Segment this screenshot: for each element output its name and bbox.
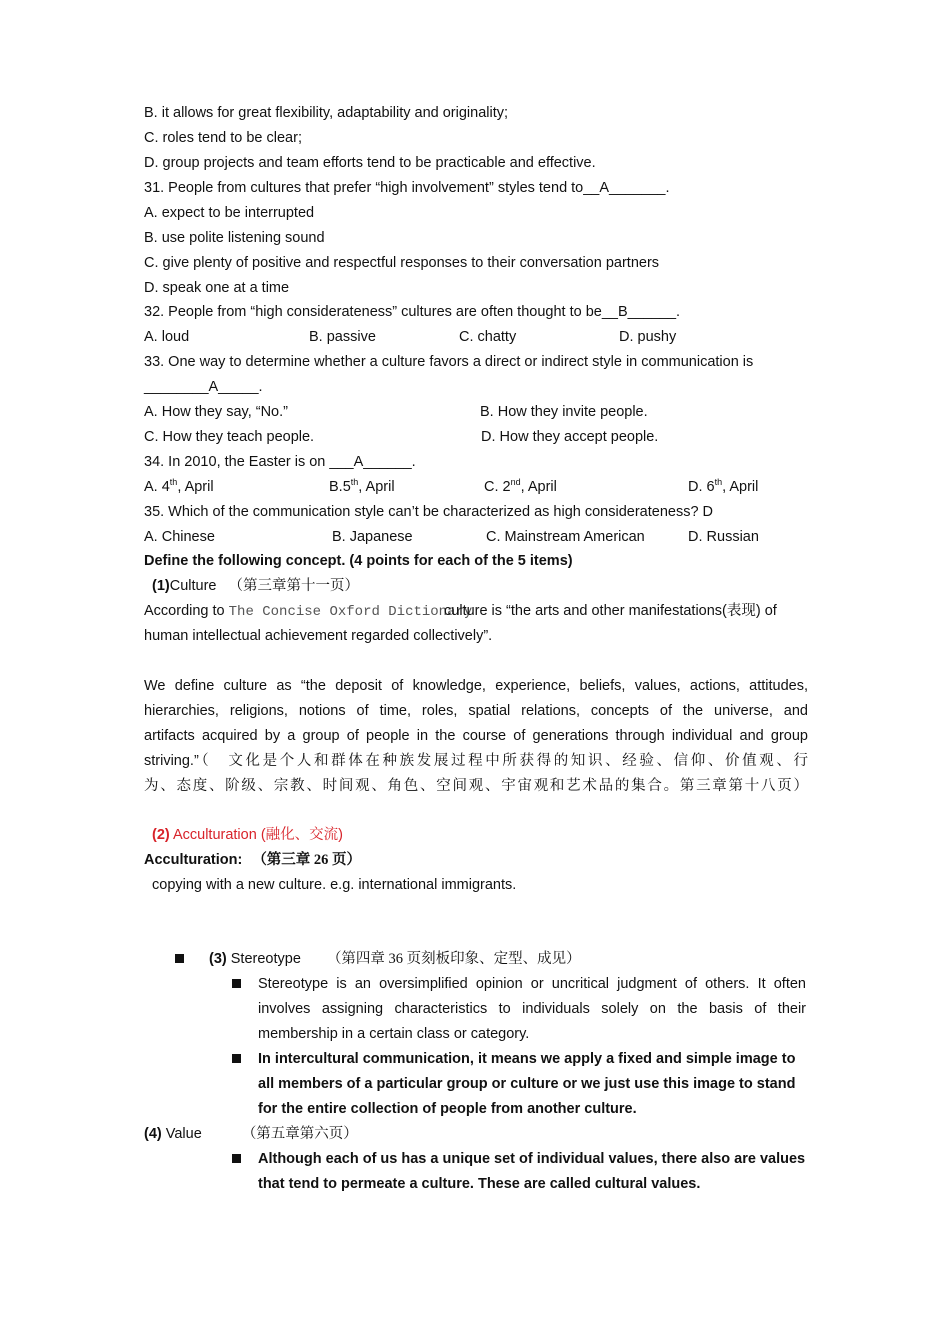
q35-option-a: A. Chinese bbox=[144, 529, 215, 545]
q34-option-b: B.5th, April bbox=[329, 477, 395, 495]
q31-option-b: B. use polite listening sound bbox=[144, 230, 325, 246]
culture-definition: We define culture as “the deposit of knowledge, experience, beliefs, values, actions, attitudes, hierarchies, religions, notions of time, roles, spatial relations, concepts of the universe, and artifacts acquired by a group of people in the course of generations through individual and group striving.”（ 文化是个人和群体在种族发展过程中所获得的知识、经验、信仰、价值观、行 为、态度、阶级、宗教、时间观、角色、空间观、宇宙观和艺术品的集合。第三章第十八页） bbox=[144, 678, 808, 794]
culture-oxford-line1: According to The Concise Oxford Dictionary bbox=[144, 603, 473, 620]
q34-option-d: D. 6th, April bbox=[688, 477, 759, 495]
square-bullet-icon bbox=[175, 954, 184, 963]
define-heading: Define the following concept. (4 points for each of the 5 items) bbox=[144, 553, 573, 569]
stereotype-point-1: Stereotype is an oversimplified opinion or uncritical judgment of others. It often involves assigning characteristics to individuals solely on the basis of their membership in a certain class or category. bbox=[258, 976, 806, 1042]
square-bullet-icon bbox=[232, 1054, 241, 1063]
square-bullet-icon bbox=[232, 1154, 241, 1163]
q33-stem-line1: 33. One way to determine whether a culture favors a direct or indirect style in communication is bbox=[144, 354, 754, 370]
q35-option-d: D. Russian bbox=[688, 529, 759, 545]
acculturation-definition: copying with a new culture. e.g. international immigrants. bbox=[152, 877, 517, 893]
q35-option-b: B. Japanese bbox=[332, 529, 413, 545]
q30-option-c: C. roles tend to be clear; bbox=[144, 130, 302, 146]
value-point-1: Although each of us has a unique set of individual values, there also are values that tend to permeate a culture. These are called cultural values. bbox=[258, 1151, 806, 1192]
q34-option-a: A. 4th, April bbox=[144, 477, 214, 495]
value-heading: (4) Value （第五章第六页） bbox=[144, 1126, 358, 1142]
q35-option-c: C. Mainstream American bbox=[486, 529, 645, 545]
q31-option-c: C. give plenty of positive and respectful responses to their conversation partners bbox=[144, 255, 660, 271]
q33-option-c: C. How they teach people. bbox=[144, 429, 315, 445]
q30-option-d: D. group projects and team efforts tend to be practicable and effective. bbox=[144, 155, 596, 171]
q32-option-c: C. chatty bbox=[459, 329, 517, 345]
q31-option-d: D. speak one at a time bbox=[144, 280, 290, 296]
q32-option-b: B. passive bbox=[309, 329, 376, 345]
q33-option-b: B. How they invite people. bbox=[480, 404, 648, 420]
stereotype-heading: (3) Stereotype （第四章 36 页刻板印象、定型、成见） bbox=[209, 951, 581, 967]
q34-option-c: C. 2nd, April bbox=[484, 477, 557, 495]
q30-option-b: B. it allows for great flexibility, adaptability and originality; bbox=[144, 105, 509, 121]
acculturation-heading: (2) Acculturation (融化、交流) bbox=[152, 827, 343, 843]
q33-option-d: D. How they accept people. bbox=[481, 429, 659, 445]
q32-option-d: D. pushy bbox=[619, 329, 677, 345]
q34-stem: 34. In 2010, the Easter is on ___A______. bbox=[144, 454, 416, 470]
culture-heading: (1)Culture （第三章第十一页） bbox=[152, 578, 360, 594]
q33-stem-line2: ________A_____. bbox=[144, 379, 263, 395]
culture-oxford-line1-post: culture is “the arts and other manifestations(表现) of bbox=[444, 603, 777, 619]
q31-stem: 31. People from cultures that prefer “high involvement” styles tend to__A_______. bbox=[144, 180, 670, 196]
stereotype-point-2: In intercultural communication, it means we apply a fixed and simple image to all members of a particular group or culture or we just use this image to stand for the entire collection of people from another culture. bbox=[258, 1051, 796, 1117]
q32-option-a: A. loud bbox=[144, 329, 190, 345]
square-bullet-icon bbox=[232, 979, 241, 988]
culture-oxford-line2: human intellectual achievement regarded collectively”. bbox=[144, 628, 493, 644]
q32-stem: 32. People from “high considerateness” cultures are often thought to be__B______. bbox=[144, 304, 681, 320]
q31-option-a: A. expect to be interrupted bbox=[144, 205, 315, 221]
q35-stem: 35. Which of the communication style can’t be characterized as high considerateness? D bbox=[144, 504, 714, 520]
q33-option-a: A. How they say, “No.” bbox=[144, 404, 288, 420]
acculturation-label: Acculturation: （第三章 26 页） bbox=[144, 852, 362, 868]
